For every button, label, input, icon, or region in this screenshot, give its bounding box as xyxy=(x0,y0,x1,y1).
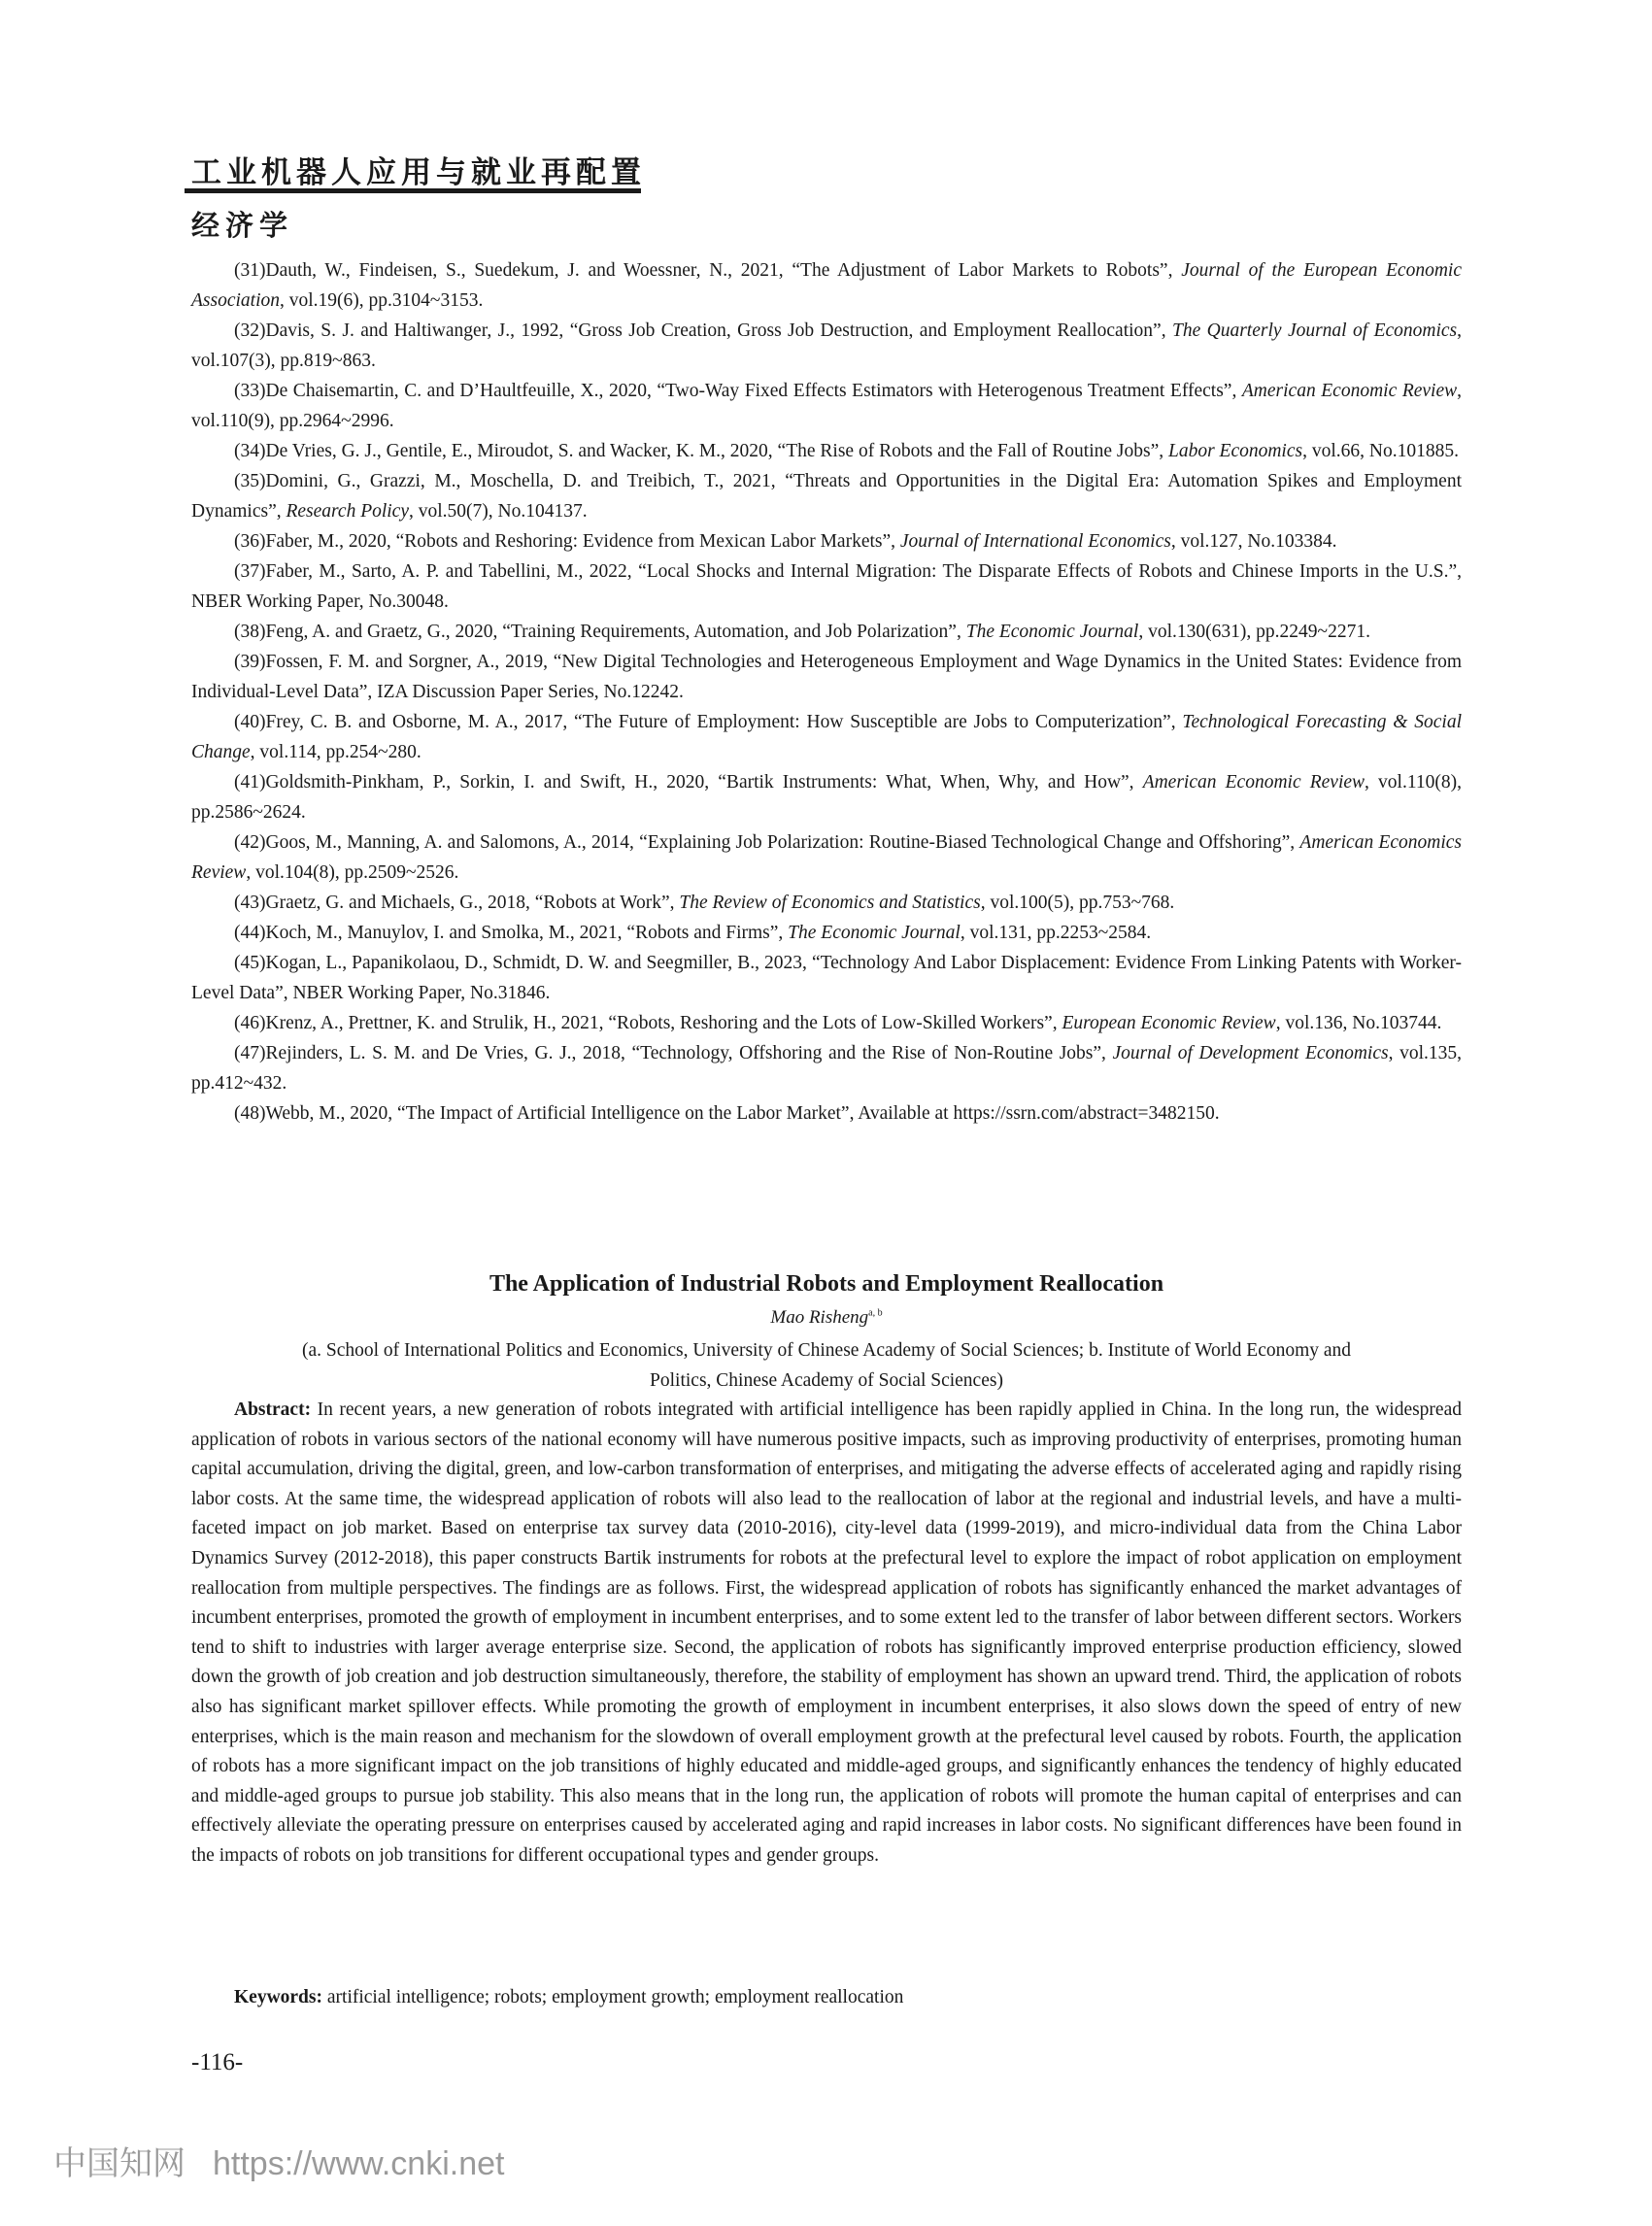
reference-number: (34) xyxy=(234,441,266,461)
reference-journal: Labor Economics xyxy=(1167,441,1303,461)
reference-text: Graetz, G. and Michaels, G., 2018, “Robots at Work”, xyxy=(265,893,680,913)
reference-item xyxy=(191,376,1462,436)
reference-number: (45) xyxy=(234,953,266,973)
reference-journal: Journal of International Economics xyxy=(899,531,1171,552)
reference-number: (47) xyxy=(234,1043,266,1063)
reference-text: Goos, M., Manning, A. and Salomons, A., 2014, “Explaining Job Polarization: Routine-Biased Technological Change and Offshoring”, xyxy=(265,832,1300,853)
english-title: The Application of Industrial Robots and Employment Reallocation xyxy=(489,1271,1164,1297)
reference-item xyxy=(191,918,1462,948)
keywords-text: artificial intelligence; robots; employment growth; employment reallocation xyxy=(322,1987,904,2007)
reference-item xyxy=(191,466,1462,526)
reference-item xyxy=(191,827,1462,888)
reference-details: , vol.66, No.101885. xyxy=(1302,441,1459,461)
reference-journal: Technological Forecasting & Social Change xyxy=(191,712,1462,762)
affiliation-line-1: (a. School of International Politics and Economics, University of Chinese Academy of Social Sciences; b. Institute of World Economy and xyxy=(301,1340,1352,1361)
reference-text: De Chaisemartin, C. and D’Haultfeuille, X., 2020, “Two-Way Fixed Effects Estimators with Heterogenous Treatment Effects”, xyxy=(265,381,1242,401)
author-name: Mao Risheng xyxy=(770,1307,869,1328)
reference-number: (32) xyxy=(234,320,266,341)
reference-list xyxy=(191,255,1462,1129)
author-affil-marks: a, b xyxy=(868,1307,883,1319)
reference-journal: European Economic Review xyxy=(1062,1013,1276,1033)
cnki-watermark xyxy=(53,2137,504,2184)
reference-text: Rejinders, L. S. M. and De Vries, G. J., 2018, “Technology, Offshoring and the Rise of Non-Routine Jobs”, xyxy=(265,1043,1113,1063)
reference-item xyxy=(191,617,1462,647)
reference-item xyxy=(191,1038,1462,1098)
reference-details: , vol.110(9), pp.2964~2996. xyxy=(191,381,1462,431)
reference-number: (35) xyxy=(234,471,266,491)
abstract xyxy=(191,1396,1462,1872)
reference-text: Faber, M., Sarto, A. P. and Tabellini, M., 2022, “Local Shocks and Internal Migration: The Disparate Effects of Robots and Chinese Imports in the U.S.”, NBER Working Paper, No.30048. xyxy=(191,561,1462,612)
reference-text: Feng, A. and Graetz, G., 2020, “Training Requirements, Automation, and Job Polarization”, xyxy=(265,622,966,642)
reference-journal: American Economic Review xyxy=(1142,772,1365,793)
reference-text: Koch, M., Manuylov, I. and Smolka, M., 2021, “Robots and Firms”, xyxy=(265,923,789,943)
reference-item xyxy=(191,316,1462,376)
reference-details: , vol.131, pp.2253~2584. xyxy=(960,923,1152,943)
watermark-url: https://www.cnki.net xyxy=(213,2145,505,2182)
reference-journal: Journal of Development Economics xyxy=(1112,1043,1389,1063)
reference-number: (41) xyxy=(234,772,266,793)
reference-details: , vol.114, pp.254~280. xyxy=(250,742,421,762)
reference-item xyxy=(191,707,1462,767)
header-rule xyxy=(185,188,641,193)
affiliation-line-2: Politics, Chinese Academy of Social Sciences) xyxy=(650,1370,1003,1391)
reference-number: (31) xyxy=(234,260,266,281)
reference-details: , vol.136, No.103744. xyxy=(1275,1013,1442,1033)
reference-journal: The Economic Journal xyxy=(788,923,961,943)
abstract-label: Abstract: xyxy=(234,1400,312,1420)
keywords-label: Keywords: xyxy=(234,1987,322,2007)
reference-text: Dauth, W., Findeisen, S., Suedekum, J. and Woessner, N., 2021, “The Adjustment of Labor Markets to Robots”, xyxy=(265,260,1182,281)
reference-text: Faber, M., 2020, “Robots and Reshoring: Evidence from Mexican Labor Markets”, xyxy=(265,531,900,552)
reference-text: Domini, G., Grazzi, M., Moschella, D. and Treibich, T., 2021, “Threats and Opportunities in the Digital Era: Automation Spikes and Employment Dynamics”, xyxy=(191,471,1462,522)
reference-number: (36) xyxy=(234,531,266,552)
page-number: -116- xyxy=(191,2049,244,2075)
reference-number: (38) xyxy=(234,622,266,642)
reference-number: (48) xyxy=(234,1103,266,1124)
reference-item xyxy=(191,1008,1462,1038)
reference-text: Krenz, A., Prettner, K. and Strulik, H., 2021, “Robots, Reshoring and the Lots of Low-Skilled Workers”, xyxy=(265,1013,1062,1033)
reference-item xyxy=(191,526,1462,556)
reference-text: Davis, S. J. and Haltiwanger, J., 1992, “Gross Job Creation, Gross Job Destruction, and Employment Reallocation”, xyxy=(265,320,1172,341)
keywords xyxy=(191,1983,1462,2012)
author-line xyxy=(191,1307,1462,1329)
reference-number: (40) xyxy=(234,712,266,732)
reference-details: , vol.104(8), pp.2509~2526. xyxy=(246,862,459,883)
reference-item xyxy=(191,767,1462,827)
reference-details: , vol.110(8), pp.2586~2624. xyxy=(191,772,1462,823)
reference-number: (42) xyxy=(234,832,266,853)
reference-item xyxy=(191,888,1462,918)
running-header-section: 经济学 xyxy=(191,209,294,242)
reference-number: (37) xyxy=(234,561,266,582)
reference-number: (43) xyxy=(234,893,266,913)
reference-item xyxy=(191,556,1462,617)
reference-details: , vol.107(3), pp.819~863. xyxy=(191,320,1463,371)
reference-text: Frey, C. B. and Osborne, M. A., 2017, “The Future of Employment: How Susceptible are Jobs to Computerization”, xyxy=(265,712,1183,732)
reference-text: Kogan, L., Papanikolaou, D., Schmidt, D. W. and Seegmiller, B., 2023, “Technology And Labor Displacement: Evidence From Linking Patents with Worker-Level Data”, NBER Working Paper, No.31846. xyxy=(191,953,1462,1003)
affiliation xyxy=(220,1335,1433,1396)
reference-item xyxy=(191,255,1462,316)
reference-item xyxy=(191,436,1462,466)
reference-journal: The Review of Economics and Statistics xyxy=(679,893,981,913)
reference-details: , vol.100(5), pp.753~768. xyxy=(980,893,1175,913)
reference-journal: The Economic Journal xyxy=(965,622,1139,642)
reference-text: De Vries, G. J., Gentile, E., Miroudot, S. and Wacker, K. M., 2020, “The Rise of Robots and the Fall of Routine Jobs”, xyxy=(265,441,1168,461)
reference-number: (44) xyxy=(234,923,266,943)
reference-text: Goldsmith-Pinkham, P., Sorkin, I. and Swift, H., 2020, “Bartik Instruments: What, When, Why, and How”, xyxy=(265,772,1143,793)
reference-number: (46) xyxy=(234,1013,266,1033)
abstract-text: In recent years, a new generation of robots integrated with artificial intelligence has been rapidly applied in China. In the long run, the widespread application of robots in various sectors of the national economy will have numerous positive impacts, such as improving productivity of enterprises, promoting human capital accumulation, driving the digital, green, and low-carbon transformation of enterprises, and mitigating the adverse effects of accelerated aging and rapidly rising labor costs. At the same time, the widespread application of robots will also lead to the reallocation of labor at the regional and industrial levels, and have a multi-faceted impact on job market. Based on enterprise tax survey data (2010-2016), city-level data (1999-2019), and micro-individual data from the China Labor Dynamics Survey (2012-2018), this paper constructs Bartik instruments for robots at the prefectural level to explore the impact of robot application on employment reallocation from multiple perspectives. The findings are as follows. First, the widespread application of robots has significantly enhanced the market advantages of incumbent enterprises, promoted the growth of employment in incumbent enterprises, and to some extent led to the transfer of labor between different sectors. Workers tend to shift to industries with larger average enterprise size. Second, the application of robots has significantly improved enterprise production efficiency, slowed down the growth of job creation and job destruction simultaneously, therefore, the stability of employment has shown an upward trend. Third, the application of robots also has significant market spillover effects. While promoting the growth of employment in incumbent enterprises, it also slows down the speed of entry of new enterprises, which is the main reason and mechanism for the slowdown of overall employment growth at the prefectural level caused by robots. Fourth, the application of robots has a more significant impact on the job transitions of highly educated and middle-aged groups, and significantly enhances the tendency of highly educated and middle-aged groups to pursue job stability. This also means that in the long run, the application of robots will promote the human capital of enterprises and can effectively alleviate the operating pressure on enterprises caused by accelerated aging and rapid increases in labor costs. No significant differences have been found in the impacts of robots on job transitions for different occupational types and gender groups. xyxy=(191,1400,1462,1866)
reference-details: , vol.135, pp.412~432. xyxy=(191,1043,1462,1094)
reference-journal: Journal of the European Economic Association xyxy=(191,260,1462,311)
reference-item xyxy=(191,948,1462,1008)
running-header-title: 工业机器人应用与就业再配置 xyxy=(191,155,646,190)
reference-item xyxy=(191,1098,1462,1129)
reference-details: , vol.130(631), pp.2249~2271. xyxy=(1138,622,1370,642)
watermark-brand: 中国知网 xyxy=(53,2144,185,2183)
reference-text: Webb, M., 2020, “The Impact of Artificial Intelligence on the Labor Market”, Available at https://ssrn.com/abstract=3482150. xyxy=(265,1103,1220,1124)
reference-journal: American Economic Review xyxy=(1241,381,1458,401)
reference-details: , vol.50(7), No.104137. xyxy=(409,501,588,522)
reference-details: , vol.127, No.103384. xyxy=(1170,531,1337,552)
reference-journal: The Quarterly Journal of Economics xyxy=(1171,320,1458,341)
reference-number: (33) xyxy=(234,381,266,401)
reference-journal: Research Policy xyxy=(286,501,409,522)
reference-journal: American Economics Review xyxy=(191,832,1462,883)
reference-text: Fossen, F. M. and Sorgner, A., 2019, “New Digital Technologies and Heterogeneous Employment and Wage Dynamics in the United States: Evidence from Individual-Level Data”, IZA Discussion Paper Series, No.12242. xyxy=(191,652,1462,702)
reference-item xyxy=(191,647,1462,707)
reference-details: , vol.19(6), pp.3104~3153. xyxy=(280,290,484,311)
reference-number: (39) xyxy=(234,652,266,672)
